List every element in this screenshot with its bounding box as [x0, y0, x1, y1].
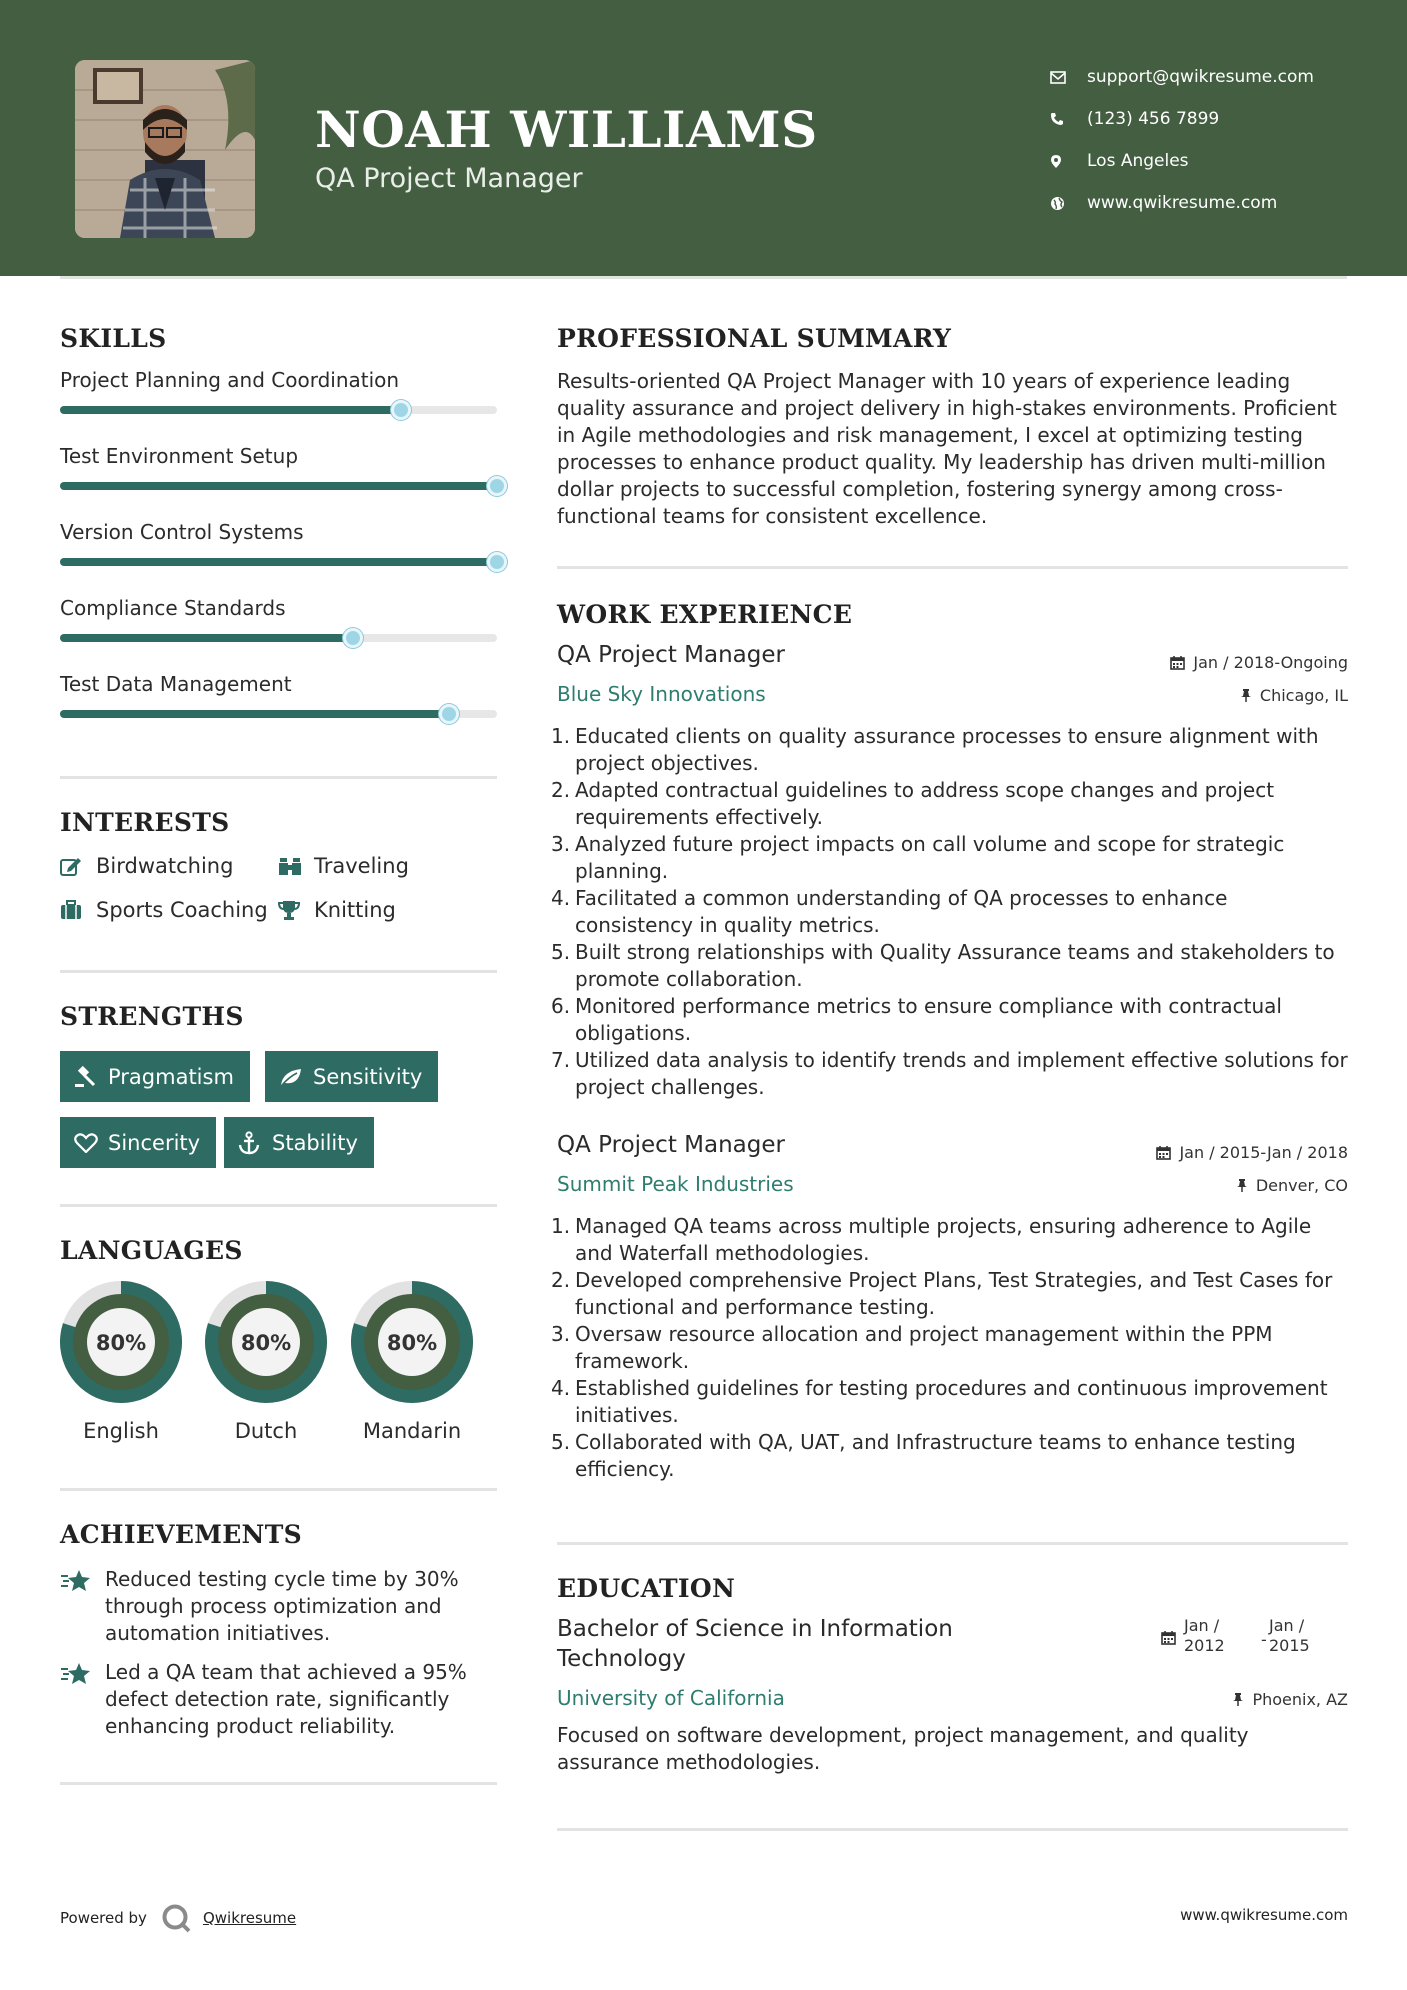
star-icon	[60, 1566, 105, 1647]
section-divider	[60, 1488, 497, 1491]
job-dates	[1156, 1143, 1348, 1162]
skill-item	[60, 444, 497, 490]
education-start-year: 2012	[1184, 1636, 1225, 1655]
job-bullets	[551, 1213, 1348, 1483]
section-divider	[60, 970, 497, 973]
job-bullet: 3. Oversaw resource allocation and project management within the PPM framework.	[551, 1322, 1273, 1373]
skill-bar	[60, 634, 497, 642]
job-company: Summit Peak Industries	[557, 1172, 794, 1196]
interest-item	[278, 898, 396, 922]
strength-label: Sensitivity	[313, 1064, 423, 1089]
candidate-name: NOAH WILLIAMS	[315, 100, 818, 159]
education-location	[1232, 1690, 1348, 1709]
strength-chip	[224, 1117, 374, 1168]
school-name: University of California	[557, 1686, 785, 1710]
qwikresume-link[interactable]: Qwikresume	[202, 1909, 297, 1927]
summary-heading: PROFESSIONAL SUMMARY	[557, 324, 952, 353]
job-location	[1240, 686, 1348, 705]
languages-heading: LANGUAGES	[60, 1236, 243, 1265]
summary-text: Results-oriented QA Project Manager with 10 years of experience leading quality assurance and project delivery in high-stakes environments. Proficient in Agile methodologies and risk management, I excel at optimizing testing processes to enhance product quality. My leadership has driven multi-million dollar projects to successful completion, fostering synergy among cross-functional teams for consistent excellence.	[557, 369, 1337, 528]
job-title: QA Project Manager	[557, 1132, 785, 1158]
job-title: QA Project Manager	[557, 642, 785, 668]
skill-bar-fill	[60, 710, 449, 718]
qwikresume-logo-icon	[161, 1903, 191, 1933]
map-pin-icon	[1050, 154, 1087, 169]
trophy-icon	[278, 900, 314, 920]
job-bullet: 6. Monitored performance metrics to ensure compliance with contractual obligations.	[551, 994, 1282, 1045]
phone-icon	[1050, 112, 1087, 126]
skill-bar	[60, 558, 497, 566]
achievement-text: Led a QA team that achieved a 95% defect detection rate, significantly enhancing product reliability.	[105, 1660, 467, 1738]
contact-location-text: Los Angeles	[1087, 151, 1189, 171]
education-end-year: 2015	[1269, 1636, 1310, 1655]
interests-heading: INTERESTS	[60, 808, 230, 837]
achievement-item	[60, 1659, 497, 1740]
powered-by-text: Powered by	[60, 1909, 147, 1927]
footer-website[interactable]: www.qwikresume.com	[1180, 1906, 1348, 1924]
job-dates	[1170, 653, 1348, 672]
job-bullet: 7. Utilized data analysis to identify trends and implement effective solutions for project challenges.	[551, 1048, 1348, 1099]
language-ring	[351, 1281, 473, 1403]
contact-phone[interactable]	[1050, 98, 1314, 140]
language-percent: 80%	[95, 1331, 147, 1355]
contact-phone-text: (123) 456 7899	[1087, 109, 1220, 129]
job-bullet: 5. Built strong relationships with Quality Assurance teams and stakeholders to promote collaboration.	[551, 940, 1335, 991]
section-divider	[557, 566, 1348, 569]
gavel-icon	[74, 1066, 108, 1088]
job-location	[1236, 1176, 1348, 1195]
skill-name: Compliance Standards	[60, 596, 286, 620]
section-divider	[557, 1542, 1348, 1545]
achievement-item	[60, 1566, 497, 1647]
section-divider	[60, 1782, 497, 1785]
interest-label: Traveling	[314, 854, 409, 878]
candidate-title: QA Project Manager	[315, 163, 583, 194]
skill-item	[60, 368, 497, 414]
interest-label: Sports Coaching	[96, 898, 268, 922]
section-divider	[60, 1204, 497, 1207]
skill-name: Version Control Systems	[60, 520, 304, 544]
job-bullets	[551, 723, 1348, 1101]
job-bullet: 1. Educated clients on quality assurance processes to ensure alignment with project objectives.	[551, 724, 1319, 775]
skill-bar-fill	[60, 634, 353, 642]
interest-item	[60, 854, 233, 878]
skill-bar-handle	[439, 704, 459, 724]
contact-location	[1050, 140, 1314, 182]
education-heading: EDUCATION	[557, 1574, 736, 1603]
skill-bar-handle	[343, 628, 363, 648]
strength-label: Sincerity	[108, 1130, 201, 1155]
section-divider	[60, 776, 497, 779]
interest-label: Birdwatching	[96, 854, 234, 878]
degree-line-1: Bachelor of Science in Information	[557, 1616, 953, 1642]
strengths-heading: STRENGTHS	[60, 1002, 244, 1031]
language-ring	[60, 1281, 182, 1403]
interest-item	[60, 898, 268, 922]
skill-item	[60, 520, 497, 566]
skill-bar-fill	[60, 406, 401, 414]
job-bullet: 5. Collaborated with QA, UAT, and Infrastructure teams to enhance testing efficiency.	[551, 1430, 1296, 1481]
job-location-text: Denver, CO	[1255, 1176, 1348, 1195]
edit-icon	[60, 856, 96, 876]
skill-bar	[60, 406, 497, 414]
achievement-text: Reduced testing cycle time by 30% through process optimization and automation initiatives.	[105, 1567, 459, 1645]
education-location-text: Phoenix, AZ	[1252, 1690, 1348, 1709]
job-bullet: 3. Analyzed future project impacts on call volume and scope for strategic planning.	[551, 832, 1285, 883]
section-divider	[557, 1828, 1348, 1831]
envelope-icon	[1050, 71, 1087, 84]
anchor-icon	[238, 1131, 272, 1155]
skill-bar	[60, 710, 497, 718]
education-dates	[1159, 1616, 1349, 1660]
pushpin-icon	[1240, 688, 1252, 703]
education-end-month: Jan /	[1269, 1616, 1305, 1635]
strength-chip	[265, 1051, 438, 1102]
language-name: Dutch	[234, 1419, 298, 1443]
contact-email-text: support@qwikresume.com	[1087, 67, 1314, 87]
language-percent: 80%	[240, 1331, 292, 1355]
profile-photo	[75, 60, 255, 238]
job-company: Blue Sky Innovations	[557, 682, 766, 706]
leaf-icon	[279, 1067, 313, 1087]
skill-bar-fill	[60, 482, 497, 490]
achievements-heading: ACHIEVEMENTS	[60, 1520, 302, 1549]
skill-bar-handle	[487, 552, 507, 572]
strength-chip	[60, 1117, 216, 1168]
job-bullet: 1. Managed QA teams across multiple projects, ensuring adherence to Agile and Waterfall methodologies.	[551, 1214, 1312, 1265]
strength-label: Stability	[272, 1130, 358, 1155]
strength-label: Pragmatism	[108, 1064, 234, 1089]
pushpin-icon	[1232, 1692, 1244, 1707]
language-name: Mandarin	[362, 1419, 462, 1443]
language-item	[60, 1281, 182, 1443]
language-name: English	[83, 1419, 159, 1443]
job-location-text: Chicago, IL	[1259, 686, 1348, 705]
skills-heading: SKILLS	[60, 324, 167, 353]
skill-name: Test Environment Setup	[60, 444, 299, 468]
contact-email[interactable]	[1050, 56, 1314, 98]
binoculars-icon	[278, 856, 314, 876]
heart-icon	[74, 1133, 108, 1153]
contact-website[interactable]	[1050, 182, 1314, 224]
strength-chip	[60, 1051, 250, 1102]
star-icon	[60, 1659, 105, 1740]
skill-bar-handle	[391, 400, 411, 420]
contact-list	[1050, 56, 1314, 224]
language-item	[205, 1281, 327, 1443]
skill-item	[60, 672, 497, 718]
skill-item	[60, 596, 497, 642]
education-description: Focused on software development, project management, and quality assurance methodologies.	[557, 1723, 1249, 1774]
language-item	[351, 1281, 473, 1443]
calendar-icon	[1170, 655, 1185, 670]
briefcase-icon	[60, 900, 96, 920]
pushpin-icon	[1236, 1178, 1248, 1193]
globe-icon	[1050, 196, 1087, 211]
resume-header	[0, 0, 1407, 276]
calendar-icon	[1156, 1145, 1171, 1160]
education-start-month: Jan /	[1184, 1616, 1220, 1635]
interest-item	[278, 854, 409, 878]
language-percent: 80%	[386, 1331, 438, 1355]
contact-website-text: www.qwikresume.com	[1087, 193, 1278, 213]
job-bullet: 4. Facilitated a common understanding of QA processes to enhance consistency in quality metrics.	[551, 886, 1228, 937]
education-date-dash: -	[1261, 1630, 1267, 1649]
footer-branding	[60, 1903, 296, 1933]
skill-name: Project Planning and Coordination	[60, 368, 400, 392]
interest-label: Knitting	[314, 898, 396, 922]
skill-bar-fill	[60, 558, 497, 566]
job-dates-text: Jan / 2018-Ongoing	[1193, 653, 1348, 672]
language-ring	[205, 1281, 327, 1403]
job-bullet: 4. Established guidelines for testing procedures and continuous improvement initiatives.	[551, 1376, 1328, 1427]
calendar-icon	[1161, 1630, 1176, 1649]
skill-name: Test Data Management	[60, 672, 292, 696]
job-dates-text: Jan / 2015-Jan / 2018	[1179, 1143, 1348, 1162]
degree-line-2: Technology	[557, 1646, 686, 1672]
skill-bar-handle	[487, 476, 507, 496]
skill-bar	[60, 482, 497, 490]
experience-heading: WORK EXPERIENCE	[557, 600, 853, 629]
job-bullet: 2. Developed comprehensive Project Plans, Test Strategies, and Test Cases for functional and performance testing.	[551, 1268, 1333, 1319]
job-bullet: 2. Adapted contractual guidelines to address scope changes and project requirements effectively.	[551, 778, 1275, 829]
header-divider	[60, 276, 1347, 279]
